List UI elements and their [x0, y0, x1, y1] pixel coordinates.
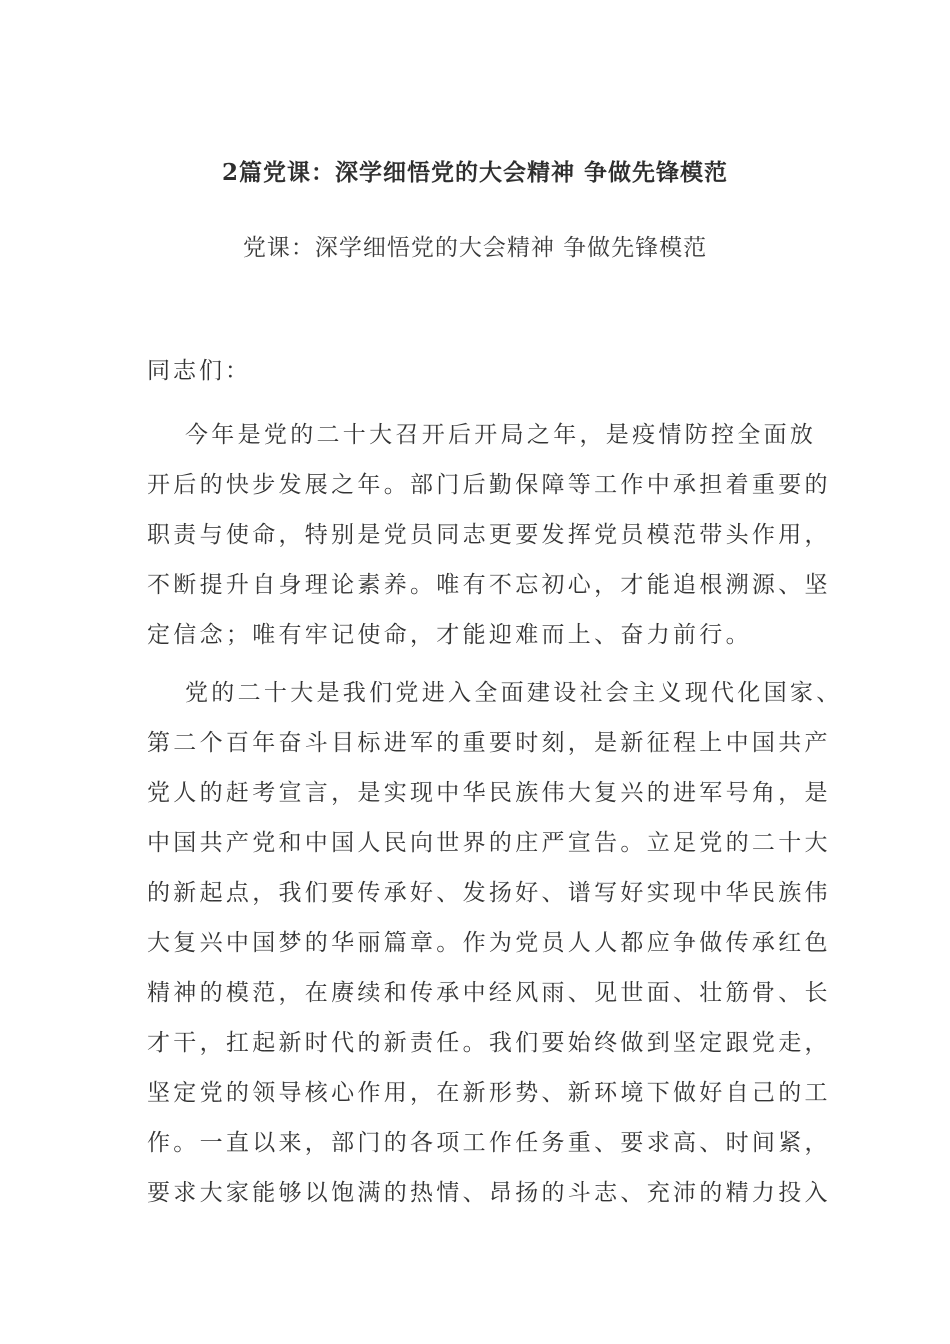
paragraph-1 [147, 410, 831, 660]
paragraph-line: 第二个百年奋斗目标进军的重要时刻，是新征程上中国共产 [147, 730, 831, 756]
paragraph-line: 开后的快步发展之年。部门后勤保障等工作中承担着重要的 [147, 472, 831, 498]
paragraph-line: 党人的赶考宣言，是实现中华民族伟大复兴的进军号角，是 [147, 780, 831, 806]
paragraph-line: 定信念；唯有牢记使命，才能迎难而上、奋力前行。 [147, 622, 752, 648]
paragraph-line: 精神的模范，在赓续和传承中经风雨、见世面、壮筋骨、长 [147, 980, 831, 1006]
paragraph-2 [147, 668, 843, 1218]
paragraph-line: 要求大家能够以饱满的热情、昂扬的斗志、充沛的精力投入 [147, 1180, 831, 1206]
paragraph-line: 的新起点，我们要传承好、发扬好、谱写好实现中华民族伟 [147, 880, 831, 906]
paragraph-line: 党的二十大是我们党进入全面建设社会主义现代化国家、 [185, 680, 843, 706]
paragraph-line: 不断提升自身理论素养。唯有不忘初心，才能追根溯源、坚 [147, 572, 831, 598]
paragraph-line: 大复兴中国梦的华丽篇章。作为党员人人都应争做传承红色 [147, 930, 831, 956]
paragraph-line: 坚定党的领导核心作用，在新形势、新环境下做好自己的工 [147, 1080, 831, 1106]
paragraph-line: 职责与使命，特别是党员同志更要发挥党员模范带头作用， [147, 522, 831, 548]
paragraph-line: 作。一直以来，部门的各项工作任务重、要求高、时间紧， [147, 1130, 831, 1156]
document-title: 2篇党课：深学细悟党的大会精神 争做先锋模范 [221, 159, 728, 186]
paragraph-line: 才干，扛起新时代的新责任。我们要始终做到坚定跟党走， [147, 1030, 831, 1056]
paragraph-line: 中国共产党和中国人民向世界的庄严宣告。立足党的二十大 [147, 830, 831, 856]
salutation: 同志们： [147, 358, 251, 384]
paragraph-line: 今年是党的二十大召开后开局之年，是疫情防控全面放 [185, 422, 817, 448]
document-subtitle: 党课：深学细悟党的大会精神 争做先锋模范 [242, 235, 708, 261]
